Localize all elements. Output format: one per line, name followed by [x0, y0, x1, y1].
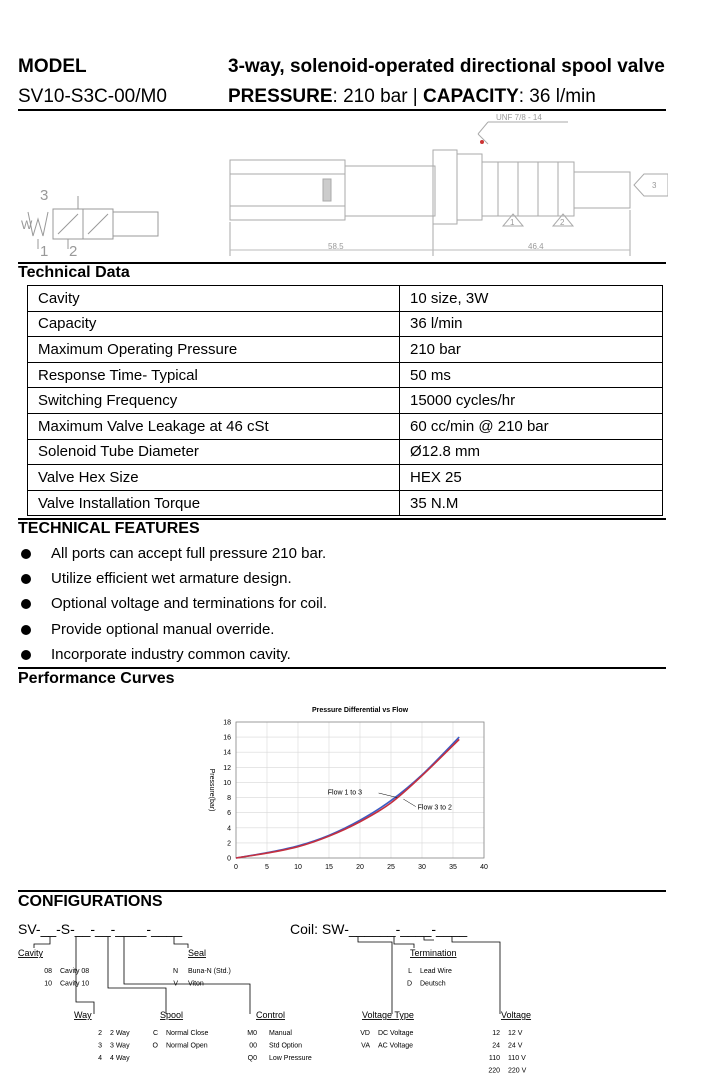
x-tick-label: 30 — [418, 864, 426, 871]
voltage-code: 24 — [492, 1042, 500, 1050]
y-tick-label: 0 — [227, 855, 231, 863]
spec-label: Switching Frequency — [28, 388, 400, 414]
termination-title: Termination — [410, 948, 457, 958]
port-label-2: 2 — [560, 218, 565, 227]
cartridge-body — [230, 122, 668, 256]
technical-data-row — [28, 439, 663, 465]
features-heading: TECHNICAL FEATURES — [18, 520, 200, 537]
pressure-value: : 210 bar | — [332, 86, 424, 107]
spec-value: 10 size, 3W — [400, 286, 663, 312]
series-annotation-1: Flow 1 to 3 — [327, 789, 363, 797]
valve-code: SV-__-S-__-__-____-____ — [18, 921, 183, 937]
spec-label: Response Time- Typical — [28, 362, 400, 388]
spool-option: Normal Close — [166, 1030, 209, 1037]
voltage-title: Voltage — [501, 1010, 532, 1020]
spec-value: 210 bar — [400, 337, 663, 363]
voltage-type-option: AC Voltage — [378, 1042, 414, 1050]
termination-code: D — [406, 980, 412, 988]
feature-item — [18, 617, 327, 642]
feature-item — [18, 566, 327, 591]
seal-leader — [174, 937, 188, 948]
bullet-icon — [21, 574, 31, 584]
feature-text: Provide optional manual override. — [51, 620, 275, 638]
x-tick-label: 10 — [294, 864, 302, 871]
spec-value: HEX 25 — [400, 465, 663, 491]
seal-title: Seal — [188, 948, 207, 958]
spec-label: Maximum Operating Pressure — [28, 337, 400, 363]
voltage-type-leader — [358, 937, 392, 1014]
voltage-option: 24 V — [508, 1042, 523, 1050]
control-code: 00 — [249, 1042, 257, 1050]
control-code: M0 — [247, 1030, 257, 1037]
cavity-leader — [34, 937, 50, 948]
way-code: 4 — [98, 1055, 102, 1062]
y-tick-label: 8 — [227, 795, 231, 803]
voltage-option: 12 V — [508, 1030, 523, 1037]
cavity-option: Cavity 10 — [60, 980, 90, 988]
bullet-icon — [21, 599, 31, 609]
way-option: 4 Way — [110, 1055, 130, 1062]
spec-value: 15000 cycles/hr — [400, 388, 663, 414]
control-option: Std Option — [269, 1042, 303, 1050]
coil-code: Coil: SW-______-____-____ — [290, 921, 468, 937]
y-tick-label: 4 — [227, 825, 231, 833]
technical-data-row — [28, 413, 663, 439]
x-tick-label: 5 — [265, 864, 269, 871]
spec-value: 50 ms — [400, 362, 663, 388]
y-tick-label: 18 — [223, 719, 231, 727]
spool-option: Normal Open — [166, 1042, 208, 1050]
way-code: 3 — [98, 1042, 102, 1050]
technical-data-row — [28, 362, 663, 388]
x-tick-label: 20 — [356, 864, 364, 871]
control-title: Control — [256, 1010, 286, 1020]
control-leader — [124, 937, 250, 1014]
y-tick-label: 12 — [223, 764, 231, 772]
spec-value: 60 cc/min @ 210 bar — [400, 413, 663, 439]
voltage-type-code: VD — [360, 1030, 370, 1037]
feature-item — [18, 541, 327, 566]
control-option: Manual — [269, 1030, 292, 1037]
x-tick-label: 0 — [234, 864, 238, 871]
bullet-icon — [21, 625, 31, 635]
way-leader — [76, 937, 94, 1014]
y-axis-label: Pressure(bar) — [208, 768, 215, 812]
cavity-code: 10 — [44, 980, 52, 988]
technical-data-row — [28, 388, 663, 414]
model-number: SV10-S3C-00/M0 — [18, 86, 167, 107]
voltage-code: 12 — [492, 1030, 500, 1037]
termination-leader — [394, 937, 414, 948]
termination-code: L — [408, 968, 412, 975]
configurations-heading: CONFIGURATIONS — [18, 893, 163, 910]
spec-value: 36 l/min — [400, 311, 663, 337]
symbol-port-1: 1 — [40, 243, 49, 260]
feature-text: All ports can accept full pressure 210 bar. — [51, 545, 327, 562]
spec-value: 35 N.M — [400, 490, 663, 516]
voltage-code: 220 — [488, 1067, 500, 1075]
spec-label: Cavity — [28, 286, 400, 312]
technical-data-table — [27, 285, 663, 516]
termination-option: Deutsch — [420, 980, 446, 988]
chart-title: Pressure Differential vs Flow — [311, 707, 409, 714]
voltage-option: 220 V — [508, 1067, 527, 1075]
feature-item — [18, 591, 327, 616]
series-annotation-2: Flow 3 to 2 — [417, 804, 452, 812]
pressure-label: PRESSURE — [228, 86, 333, 107]
dimension-right: 46.4 — [528, 242, 544, 251]
capacity-value: : 36 l/min — [518, 86, 596, 107]
voltage-type-title: Voltage Type — [362, 1010, 414, 1020]
spec-label: Valve Installation Torque — [28, 490, 400, 516]
y-tick-label: 6 — [227, 810, 231, 818]
spec-label: Maximum Valve Leakage at 46 cSt — [28, 413, 400, 439]
y-tick-label: 14 — [223, 749, 231, 757]
port-label-1: 1 — [510, 218, 515, 227]
feature-text: Optional voltage and terminations for coil. — [51, 595, 327, 613]
technical-data-row — [28, 490, 663, 516]
performance-heading: Performance Curves — [18, 670, 175, 687]
technical-data-row — [28, 465, 663, 491]
voltage-leader — [452, 937, 500, 1014]
thread-leader-marker — [480, 140, 484, 144]
spool-code: O — [152, 1042, 158, 1050]
symbol-w: W — [21, 218, 33, 232]
cavity-option: Cavity 08 — [60, 968, 90, 975]
bullet-icon — [21, 650, 31, 660]
cavity-title: Cavity — [18, 948, 44, 958]
cavity-code: 08 — [44, 968, 52, 975]
technical-data-row — [28, 337, 663, 363]
spec-label: Valve Hex Size — [28, 465, 400, 491]
spool-leader — [108, 937, 166, 1014]
features-list — [18, 541, 327, 667]
spool-title: Spool — [160, 1010, 184, 1020]
x-tick-label: 35 — [449, 864, 457, 871]
spec-value: Ø12.8 mm — [400, 439, 663, 465]
thread-note: UNF 7/8 - 14 — [496, 114, 542, 122]
series-line-2 — [236, 739, 459, 858]
y-tick-label: 10 — [223, 779, 231, 787]
performance-chart — [200, 700, 500, 878]
valve-drawing — [18, 114, 668, 260]
series-annotation-leader-1 — [379, 793, 398, 798]
dimension-left: 58.5 — [328, 242, 344, 251]
x-tick-label: 25 — [387, 864, 395, 871]
seal-code: N — [172, 968, 178, 975]
port-label-3: 3 — [652, 181, 657, 190]
x-tick-label: 40 — [480, 864, 488, 871]
termination-option: Lead Wire — [420, 968, 452, 975]
control-option: Low Pressure — [269, 1055, 312, 1062]
voltage-option: 110 V — [508, 1055, 526, 1062]
symbol-port-3: 3 — [40, 187, 49, 204]
technical-data-heading: Technical Data — [18, 264, 130, 281]
spec-summary — [228, 86, 596, 108]
header-divider — [18, 109, 666, 111]
feature-text: Utilize efficient wet armature design. — [51, 570, 292, 588]
control-code: Q0 — [247, 1055, 257, 1062]
y-tick-label: 16 — [223, 734, 231, 742]
seal-code: V — [173, 980, 178, 988]
features-divider — [18, 667, 666, 669]
y-tick-label: 2 — [227, 840, 231, 848]
configuration-diagram — [14, 918, 704, 1075]
coil-leader-a — [424, 937, 434, 940]
model-label: MODEL — [18, 56, 87, 77]
way-option: 2 Way — [110, 1030, 130, 1037]
bullet-icon — [21, 549, 31, 559]
feature-text: Incorporate industry common cavity. — [51, 645, 291, 663]
spool-code: C — [152, 1030, 158, 1037]
seal-option: Buna-N (Std.) — [188, 968, 231, 975]
spec-label: Solenoid Tube Diameter — [28, 439, 400, 465]
way-title: Way — [74, 1010, 92, 1020]
performance-divider — [18, 890, 666, 892]
product-title: 3-way, solenoid-operated directional spool valve — [228, 56, 665, 77]
technical-data-row — [28, 286, 663, 312]
series-annotation-leader-2 — [403, 799, 415, 807]
voltage-type-option: DC Voltage — [378, 1030, 414, 1037]
technical-data-row — [28, 311, 663, 337]
feature-item — [18, 642, 327, 667]
x-tick-label: 15 — [325, 864, 333, 871]
spec-label: Capacity — [28, 311, 400, 337]
voltage-code: 110 — [488, 1055, 500, 1062]
seal-option: Viton — [188, 980, 204, 988]
capacity-label: CAPACITY — [423, 86, 519, 107]
way-code: 2 — [98, 1030, 102, 1037]
way-option: 3 Way — [110, 1042, 130, 1050]
voltage-type-code: VA — [361, 1042, 370, 1050]
symbol-port-2: 2 — [69, 243, 78, 260]
